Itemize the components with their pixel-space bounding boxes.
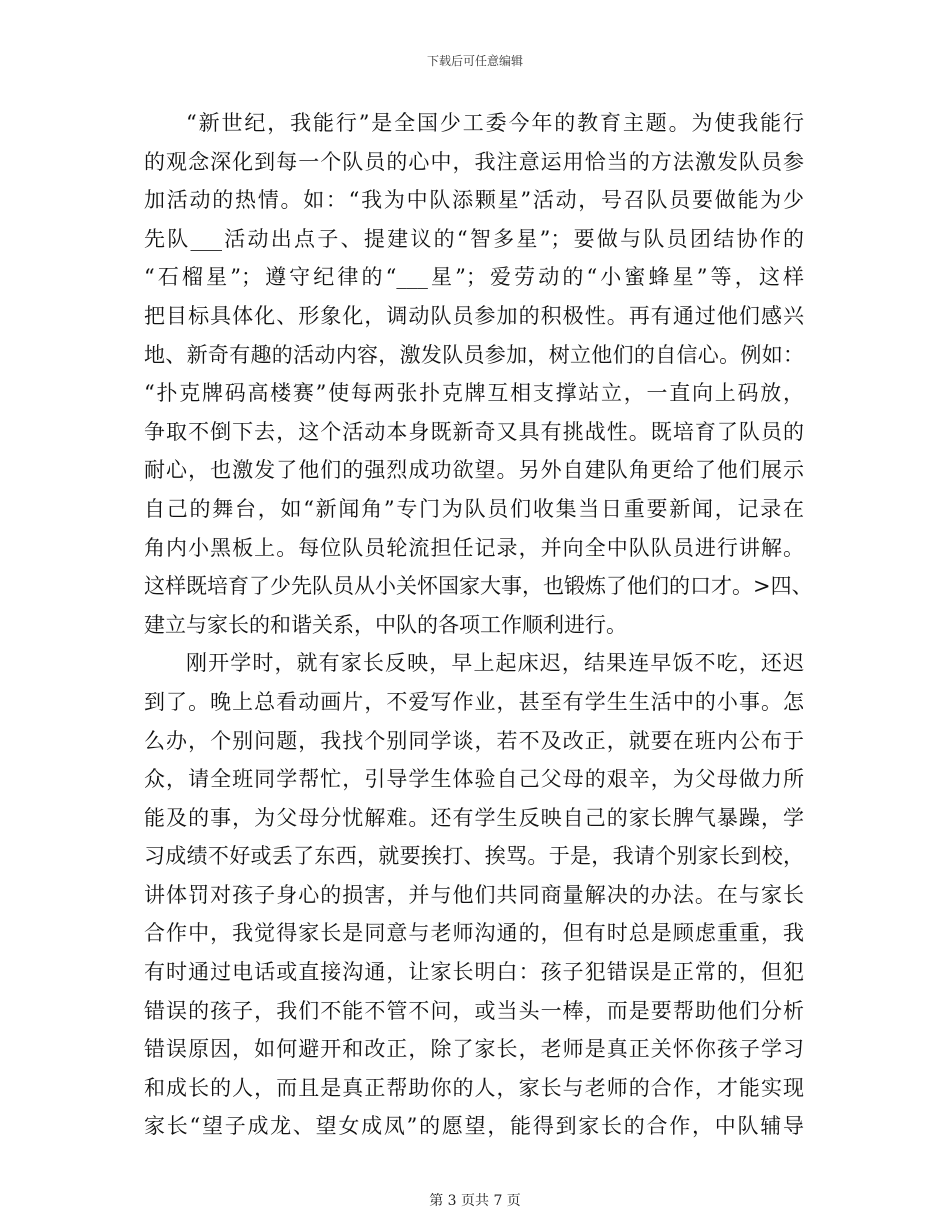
text-line: 能及的事，为父母分忧解难。还有学生反映自己的家长脾气暴躁，学 — [144, 805, 804, 830]
text-line: 加活动的热情。如：“我为中队添颗星”活动，号召队员要做能为少 — [144, 188, 804, 213]
text-line: 刚开学时，就有家长反映，早上起床迟，结果连早饭不吃，还迟 — [186, 651, 804, 676]
text-line: 把目标具体化、形象化，调动队员参加的积极性。再有通过他们感兴 — [144, 303, 804, 328]
text-line: 习成绩不好或丢了东西，就要挨打、挨骂。于是，我请个别家长到校， — [144, 844, 804, 869]
text-line: 合作中，我觉得家长是同意与老师沟通的，但有时总是顾虑重重，我 — [144, 921, 804, 946]
text-line: 这样既培育了少先队员从小关怀国家大事，也锻炼了他们的口才。>四、 — [144, 574, 813, 599]
paragraph — [144, 104, 813, 644]
text-line: 有时通过电话或直接沟通，让家长明白：孩子犯错误是正常的，但犯 — [144, 960, 804, 985]
text-line: “石榴星”；遵守纪律的“___星”；爱劳动的“小蜜蜂星”等，这样 — [144, 265, 804, 290]
text-line: 地、新奇有趣的活动内容，激发队员参加，树立他们的自信心。例如： — [144, 342, 804, 367]
text-line: 角内小黑板上。每位队员轮流担任记录，并向全中队队员进行讲解。 — [144, 535, 804, 560]
page-footer: 第 3 页共 7 页 — [429, 1193, 521, 1209]
text-line: 家长“望子成龙、望女成凤”的愿望，能得到家长的合作，中队辅导 — [144, 1114, 804, 1139]
document-body — [144, 104, 813, 1146]
text-line: 讲体罚对孩子身心的损害，并与他们共同商量解决的办法。在与家长 — [144, 882, 804, 907]
text-line: 的观念深化到每一个队员的心中，我注意运用恰当的方法激发队员参 — [144, 149, 804, 174]
paragraph — [144, 644, 804, 1146]
text-line: 众，请全班同学帮忙，引导学生体验自己父母的艰辛，为父母做力所 — [144, 767, 804, 792]
text-line: “扑克牌码高楼赛”使每两张扑克牌互相支撑站立，一直向上码放， — [144, 381, 804, 406]
text-line: 和成长的人，而且是真正帮助你的人，家长与老师的合作，才能实现 — [144, 1075, 804, 1100]
text-line: 先队___活动出点子、提建议的“智多星”；要做与队员团结协作的 — [144, 226, 804, 251]
text-line: 争取不倒下去，这个活动本身既新奇又具有挑战性。既培育了队员的 — [144, 419, 804, 444]
text-line: “新世纪，我能行”是全国少工委今年的教育主题。为使我能行 — [186, 111, 804, 135]
text-line: 自己的舞台，如“新闻角”专门为队员们收集当日重要新闻，记录在 — [144, 496, 804, 521]
text-line: 耐心，也激发了他们的强烈成功欲望。另外自建队角更给了他们展示 — [144, 458, 804, 483]
text-line: 错误原因，如何避开和改正，除了家长，老师是真正关怀你孩子学习 — [144, 1037, 804, 1062]
text-line: 错误的孩子，我们不能不管不问，或当头一棒，而是要帮助他们分析 — [144, 998, 804, 1023]
page-header: 下载后可任意编辑 — [426, 54, 523, 68]
text-line: 建立与家长的和谐关系，中队的各项工作顺利进行。 — [144, 612, 627, 637]
text-line: 到了。晚上总看动画片，不爱写作业，甚至有学生生活中的小事。怎 — [144, 689, 804, 714]
text-line: 么办，个别问题，我找个别同学谈，若不及改正，就要在班内公布于 — [144, 728, 804, 753]
